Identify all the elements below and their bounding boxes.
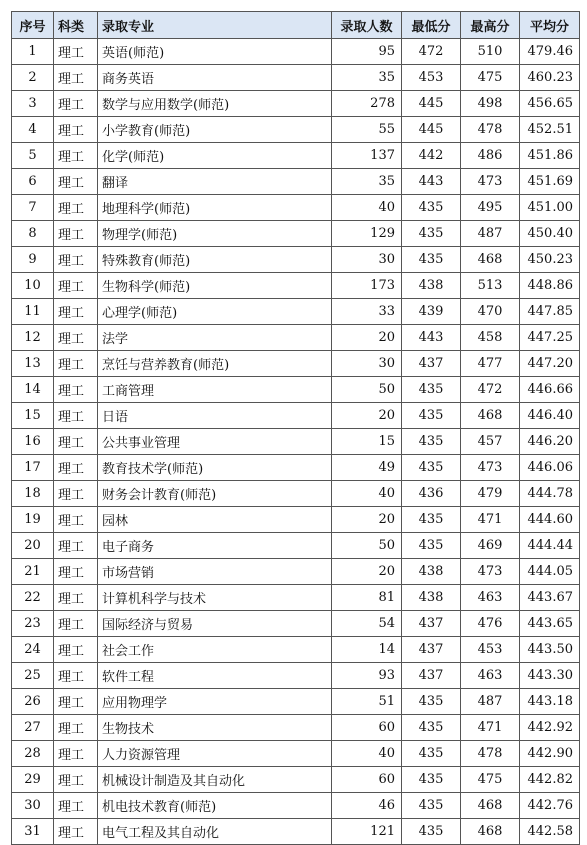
major-cell: 园林 xyxy=(98,507,332,533)
avg-score-cell: 442.90 xyxy=(520,741,580,767)
max-score-cell: 478 xyxy=(461,741,520,767)
admitted-count-cell: 49 xyxy=(332,455,402,481)
serial-number-cell: 29 xyxy=(12,767,54,793)
serial-number-cell: 14 xyxy=(12,377,54,403)
admitted-count-cell: 51 xyxy=(332,689,402,715)
major-cell: 生物技术 xyxy=(98,715,332,741)
avg-score-cell: 443.50 xyxy=(520,637,580,663)
admitted-count-cell: 20 xyxy=(332,325,402,351)
max-score-cell: 463 xyxy=(461,663,520,689)
avg-score-cell: 443.30 xyxy=(520,663,580,689)
max-score-cell: 473 xyxy=(461,169,520,195)
min-score-cell: 453 xyxy=(402,65,461,91)
max-score-cell: 475 xyxy=(461,767,520,793)
avg-score-cell: 443.18 xyxy=(520,689,580,715)
major-cell: 翻译 xyxy=(98,169,332,195)
serial-number-cell: 19 xyxy=(12,507,54,533)
avg-score-cell: 444.60 xyxy=(520,507,580,533)
min-score-cell: 435 xyxy=(402,819,461,845)
max-score-cell: 487 xyxy=(461,221,520,247)
admitted-count-cell: 121 xyxy=(332,819,402,845)
admission-table xyxy=(11,11,580,845)
avg-score-cell: 446.20 xyxy=(520,429,580,455)
table-row xyxy=(12,377,580,403)
serial-number-cell: 1 xyxy=(12,39,54,65)
column-header-min-score: 最低分 xyxy=(402,12,461,39)
serial-number-cell: 11 xyxy=(12,299,54,325)
admitted-count-cell: 81 xyxy=(332,585,402,611)
table-row xyxy=(12,741,580,767)
admitted-count-cell: 60 xyxy=(332,767,402,793)
column-header-max-score: 最高分 xyxy=(461,12,520,39)
admitted-count-cell: 137 xyxy=(332,143,402,169)
admitted-count-cell: 60 xyxy=(332,715,402,741)
serial-number-cell: 6 xyxy=(12,169,54,195)
category-cell: 理工 xyxy=(54,637,98,663)
admitted-count-cell: 54 xyxy=(332,611,402,637)
avg-score-cell: 450.40 xyxy=(520,221,580,247)
avg-score-cell: 456.65 xyxy=(520,91,580,117)
serial-number-cell: 9 xyxy=(12,247,54,273)
major-cell: 地理科学(师范) xyxy=(98,195,332,221)
table-row xyxy=(12,455,580,481)
admitted-count-cell: 40 xyxy=(332,741,402,767)
table-row xyxy=(12,481,580,507)
serial-number-cell: 5 xyxy=(12,143,54,169)
serial-number-cell: 2 xyxy=(12,65,54,91)
max-score-cell: 475 xyxy=(461,65,520,91)
avg-score-cell: 446.66 xyxy=(520,377,580,403)
table-row xyxy=(12,247,580,273)
serial-number-cell: 31 xyxy=(12,819,54,845)
admitted-count-cell: 35 xyxy=(332,65,402,91)
max-score-cell: 468 xyxy=(461,819,520,845)
min-score-cell: 443 xyxy=(402,169,461,195)
avg-score-cell: 448.86 xyxy=(520,273,580,299)
min-score-cell: 435 xyxy=(402,247,461,273)
major-cell: 软件工程 xyxy=(98,663,332,689)
table-row xyxy=(12,299,580,325)
max-score-cell: 458 xyxy=(461,325,520,351)
table-row xyxy=(12,611,580,637)
admitted-count-cell: 15 xyxy=(332,429,402,455)
avg-score-cell: 444.44 xyxy=(520,533,580,559)
serial-number-cell: 30 xyxy=(12,793,54,819)
table-row xyxy=(12,325,580,351)
min-score-cell: 436 xyxy=(402,481,461,507)
major-cell: 烹饪与营养教育(师范) xyxy=(98,351,332,377)
min-score-cell: 437 xyxy=(402,637,461,663)
table-row xyxy=(12,715,580,741)
serial-number-cell: 4 xyxy=(12,117,54,143)
min-score-cell: 435 xyxy=(402,507,461,533)
avg-score-cell: 446.06 xyxy=(520,455,580,481)
avg-score-cell: 444.05 xyxy=(520,559,580,585)
min-score-cell: 437 xyxy=(402,663,461,689)
min-score-cell: 435 xyxy=(402,533,461,559)
max-score-cell: 469 xyxy=(461,533,520,559)
table-row xyxy=(12,533,580,559)
category-cell: 理工 xyxy=(54,793,98,819)
table-row xyxy=(12,585,580,611)
max-score-cell: 468 xyxy=(461,793,520,819)
major-cell: 生物科学(师范) xyxy=(98,273,332,299)
major-cell: 数学与应用数学(师范) xyxy=(98,91,332,117)
column-header-admitted-count: 录取人数 xyxy=(332,12,402,39)
avg-score-cell: 451.69 xyxy=(520,169,580,195)
admitted-count-cell: 20 xyxy=(332,507,402,533)
category-cell: 理工 xyxy=(54,559,98,585)
min-score-cell: 437 xyxy=(402,351,461,377)
max-score-cell: 513 xyxy=(461,273,520,299)
table-row xyxy=(12,273,580,299)
min-score-cell: 438 xyxy=(402,585,461,611)
category-cell: 理工 xyxy=(54,221,98,247)
table-row xyxy=(12,403,580,429)
serial-number-cell: 7 xyxy=(12,195,54,221)
avg-score-cell: 451.00 xyxy=(520,195,580,221)
serial-number-cell: 16 xyxy=(12,429,54,455)
table-row xyxy=(12,689,580,715)
table-row xyxy=(12,663,580,689)
avg-score-cell: 479.46 xyxy=(520,39,580,65)
major-cell: 化学(师范) xyxy=(98,143,332,169)
min-score-cell: 443 xyxy=(402,325,461,351)
table-row xyxy=(12,91,580,117)
category-cell: 理工 xyxy=(54,299,98,325)
category-cell: 理工 xyxy=(54,39,98,65)
category-cell: 理工 xyxy=(54,585,98,611)
major-cell: 人力资源管理 xyxy=(98,741,332,767)
major-cell: 机电技术教育(师范) xyxy=(98,793,332,819)
admitted-count-cell: 278 xyxy=(332,91,402,117)
major-cell: 物理学(师范) xyxy=(98,221,332,247)
min-score-cell: 438 xyxy=(402,559,461,585)
major-cell: 财务会计教育(师范) xyxy=(98,481,332,507)
category-cell: 理工 xyxy=(54,715,98,741)
max-score-cell: 471 xyxy=(461,715,520,741)
max-score-cell: 487 xyxy=(461,689,520,715)
major-cell: 市场营销 xyxy=(98,559,332,585)
table-row xyxy=(12,117,580,143)
serial-number-cell: 27 xyxy=(12,715,54,741)
serial-number-cell: 18 xyxy=(12,481,54,507)
max-score-cell: 498 xyxy=(461,91,520,117)
max-score-cell: 473 xyxy=(461,559,520,585)
table-row xyxy=(12,429,580,455)
category-cell: 理工 xyxy=(54,403,98,429)
serial-number-cell: 26 xyxy=(12,689,54,715)
category-cell: 理工 xyxy=(54,377,98,403)
avg-score-cell: 442.82 xyxy=(520,767,580,793)
admitted-count-cell: 14 xyxy=(332,637,402,663)
serial-number-cell: 17 xyxy=(12,455,54,481)
admitted-count-cell: 46 xyxy=(332,793,402,819)
admitted-count-cell: 40 xyxy=(332,195,402,221)
table-body xyxy=(12,39,580,845)
category-cell: 理工 xyxy=(54,819,98,845)
avg-score-cell: 451.86 xyxy=(520,143,580,169)
serial-number-cell: 28 xyxy=(12,741,54,767)
category-cell: 理工 xyxy=(54,741,98,767)
serial-number-cell: 10 xyxy=(12,273,54,299)
major-cell: 应用物理学 xyxy=(98,689,332,715)
admitted-count-cell: 33 xyxy=(332,299,402,325)
table-row xyxy=(12,169,580,195)
min-score-cell: 445 xyxy=(402,117,461,143)
min-score-cell: 445 xyxy=(402,91,461,117)
avg-score-cell: 443.65 xyxy=(520,611,580,637)
column-header-serial-number: 序号 xyxy=(12,12,54,39)
category-cell: 理工 xyxy=(54,169,98,195)
min-score-cell: 435 xyxy=(402,403,461,429)
min-score-cell: 438 xyxy=(402,273,461,299)
column-header-avg-score: 平均分 xyxy=(520,12,580,39)
category-cell: 理工 xyxy=(54,429,98,455)
category-cell: 理工 xyxy=(54,455,98,481)
column-header-major: 录取专业 xyxy=(98,12,332,39)
min-score-cell: 435 xyxy=(402,715,461,741)
category-cell: 理工 xyxy=(54,507,98,533)
major-cell: 教育技术学(师范) xyxy=(98,455,332,481)
major-cell: 计算机科学与技术 xyxy=(98,585,332,611)
major-cell: 工商管理 xyxy=(98,377,332,403)
table-row xyxy=(12,637,580,663)
category-cell: 理工 xyxy=(54,91,98,117)
serial-number-cell: 25 xyxy=(12,663,54,689)
major-cell: 特殊教育(师范) xyxy=(98,247,332,273)
table-row xyxy=(12,195,580,221)
avg-score-cell: 447.25 xyxy=(520,325,580,351)
category-cell: 理工 xyxy=(54,481,98,507)
major-cell: 社会工作 xyxy=(98,637,332,663)
major-cell: 英语(师范) xyxy=(98,39,332,65)
serial-number-cell: 21 xyxy=(12,559,54,585)
table-header xyxy=(12,12,580,39)
serial-number-cell: 8 xyxy=(12,221,54,247)
max-score-cell: 477 xyxy=(461,351,520,377)
admitted-count-cell: 20 xyxy=(332,559,402,585)
admitted-count-cell: 93 xyxy=(332,663,402,689)
avg-score-cell: 442.58 xyxy=(520,819,580,845)
serial-number-cell: 12 xyxy=(12,325,54,351)
category-cell: 理工 xyxy=(54,611,98,637)
category-cell: 理工 xyxy=(54,533,98,559)
table-row xyxy=(12,793,580,819)
avg-score-cell: 442.76 xyxy=(520,793,580,819)
admitted-count-cell: 55 xyxy=(332,117,402,143)
min-score-cell: 437 xyxy=(402,611,461,637)
max-score-cell: 476 xyxy=(461,611,520,637)
serial-number-cell: 24 xyxy=(12,637,54,663)
major-cell: 机械设计制造及其自动化 xyxy=(98,767,332,793)
max-score-cell: 495 xyxy=(461,195,520,221)
avg-score-cell: 446.40 xyxy=(520,403,580,429)
serial-number-cell: 15 xyxy=(12,403,54,429)
max-score-cell: 468 xyxy=(461,403,520,429)
category-cell: 理工 xyxy=(54,663,98,689)
table-row xyxy=(12,143,580,169)
admitted-count-cell: 40 xyxy=(332,481,402,507)
admitted-count-cell: 50 xyxy=(332,377,402,403)
category-cell: 理工 xyxy=(54,273,98,299)
serial-number-cell: 23 xyxy=(12,611,54,637)
major-cell: 商务英语 xyxy=(98,65,332,91)
min-score-cell: 435 xyxy=(402,455,461,481)
min-score-cell: 472 xyxy=(402,39,461,65)
max-score-cell: 470 xyxy=(461,299,520,325)
table-row xyxy=(12,65,580,91)
min-score-cell: 439 xyxy=(402,299,461,325)
header-row xyxy=(12,12,580,39)
max-score-cell: 486 xyxy=(461,143,520,169)
max-score-cell: 468 xyxy=(461,247,520,273)
max-score-cell: 473 xyxy=(461,455,520,481)
major-cell: 日语 xyxy=(98,403,332,429)
category-cell: 理工 xyxy=(54,65,98,91)
min-score-cell: 435 xyxy=(402,767,461,793)
max-score-cell: 457 xyxy=(461,429,520,455)
major-cell: 公共事业管理 xyxy=(98,429,332,455)
category-cell: 理工 xyxy=(54,195,98,221)
admitted-count-cell: 173 xyxy=(332,273,402,299)
max-score-cell: 453 xyxy=(461,637,520,663)
min-score-cell: 435 xyxy=(402,377,461,403)
category-cell: 理工 xyxy=(54,767,98,793)
avg-score-cell: 447.85 xyxy=(520,299,580,325)
major-cell: 国际经济与贸易 xyxy=(98,611,332,637)
category-cell: 理工 xyxy=(54,325,98,351)
admitted-count-cell: 129 xyxy=(332,221,402,247)
admitted-count-cell: 30 xyxy=(332,351,402,377)
serial-number-cell: 13 xyxy=(12,351,54,377)
max-score-cell: 479 xyxy=(461,481,520,507)
avg-score-cell: 444.78 xyxy=(520,481,580,507)
admitted-count-cell: 35 xyxy=(332,169,402,195)
min-score-cell: 435 xyxy=(402,195,461,221)
category-cell: 理工 xyxy=(54,143,98,169)
table-row xyxy=(12,507,580,533)
major-cell: 法学 xyxy=(98,325,332,351)
max-score-cell: 471 xyxy=(461,507,520,533)
max-score-cell: 472 xyxy=(461,377,520,403)
min-score-cell: 435 xyxy=(402,689,461,715)
major-cell: 小学教育(师范) xyxy=(98,117,332,143)
avg-score-cell: 447.20 xyxy=(520,351,580,377)
avg-score-cell: 460.23 xyxy=(520,65,580,91)
min-score-cell: 435 xyxy=(402,793,461,819)
table-row xyxy=(12,39,580,65)
admitted-count-cell: 30 xyxy=(332,247,402,273)
max-score-cell: 463 xyxy=(461,585,520,611)
table-row xyxy=(12,351,580,377)
avg-score-cell: 450.23 xyxy=(520,247,580,273)
min-score-cell: 435 xyxy=(402,429,461,455)
min-score-cell: 435 xyxy=(402,741,461,767)
category-cell: 理工 xyxy=(54,351,98,377)
column-header-category: 科类 xyxy=(54,12,98,39)
major-cell: 心理学(师范) xyxy=(98,299,332,325)
avg-score-cell: 442.92 xyxy=(520,715,580,741)
avg-score-cell: 452.51 xyxy=(520,117,580,143)
min-score-cell: 435 xyxy=(402,221,461,247)
max-score-cell: 478 xyxy=(461,117,520,143)
category-cell: 理工 xyxy=(54,247,98,273)
avg-score-cell: 443.67 xyxy=(520,585,580,611)
major-cell: 电子商务 xyxy=(98,533,332,559)
admitted-count-cell: 95 xyxy=(332,39,402,65)
table-row xyxy=(12,819,580,845)
table-row xyxy=(12,221,580,247)
min-score-cell: 442 xyxy=(402,143,461,169)
category-cell: 理工 xyxy=(54,117,98,143)
serial-number-cell: 22 xyxy=(12,585,54,611)
category-cell: 理工 xyxy=(54,689,98,715)
table-row xyxy=(12,559,580,585)
admitted-count-cell: 20 xyxy=(332,403,402,429)
max-score-cell: 510 xyxy=(461,39,520,65)
major-cell: 电气工程及其自动化 xyxy=(98,819,332,845)
admitted-count-cell: 50 xyxy=(332,533,402,559)
serial-number-cell: 20 xyxy=(12,533,54,559)
serial-number-cell: 3 xyxy=(12,91,54,117)
table-row xyxy=(12,767,580,793)
